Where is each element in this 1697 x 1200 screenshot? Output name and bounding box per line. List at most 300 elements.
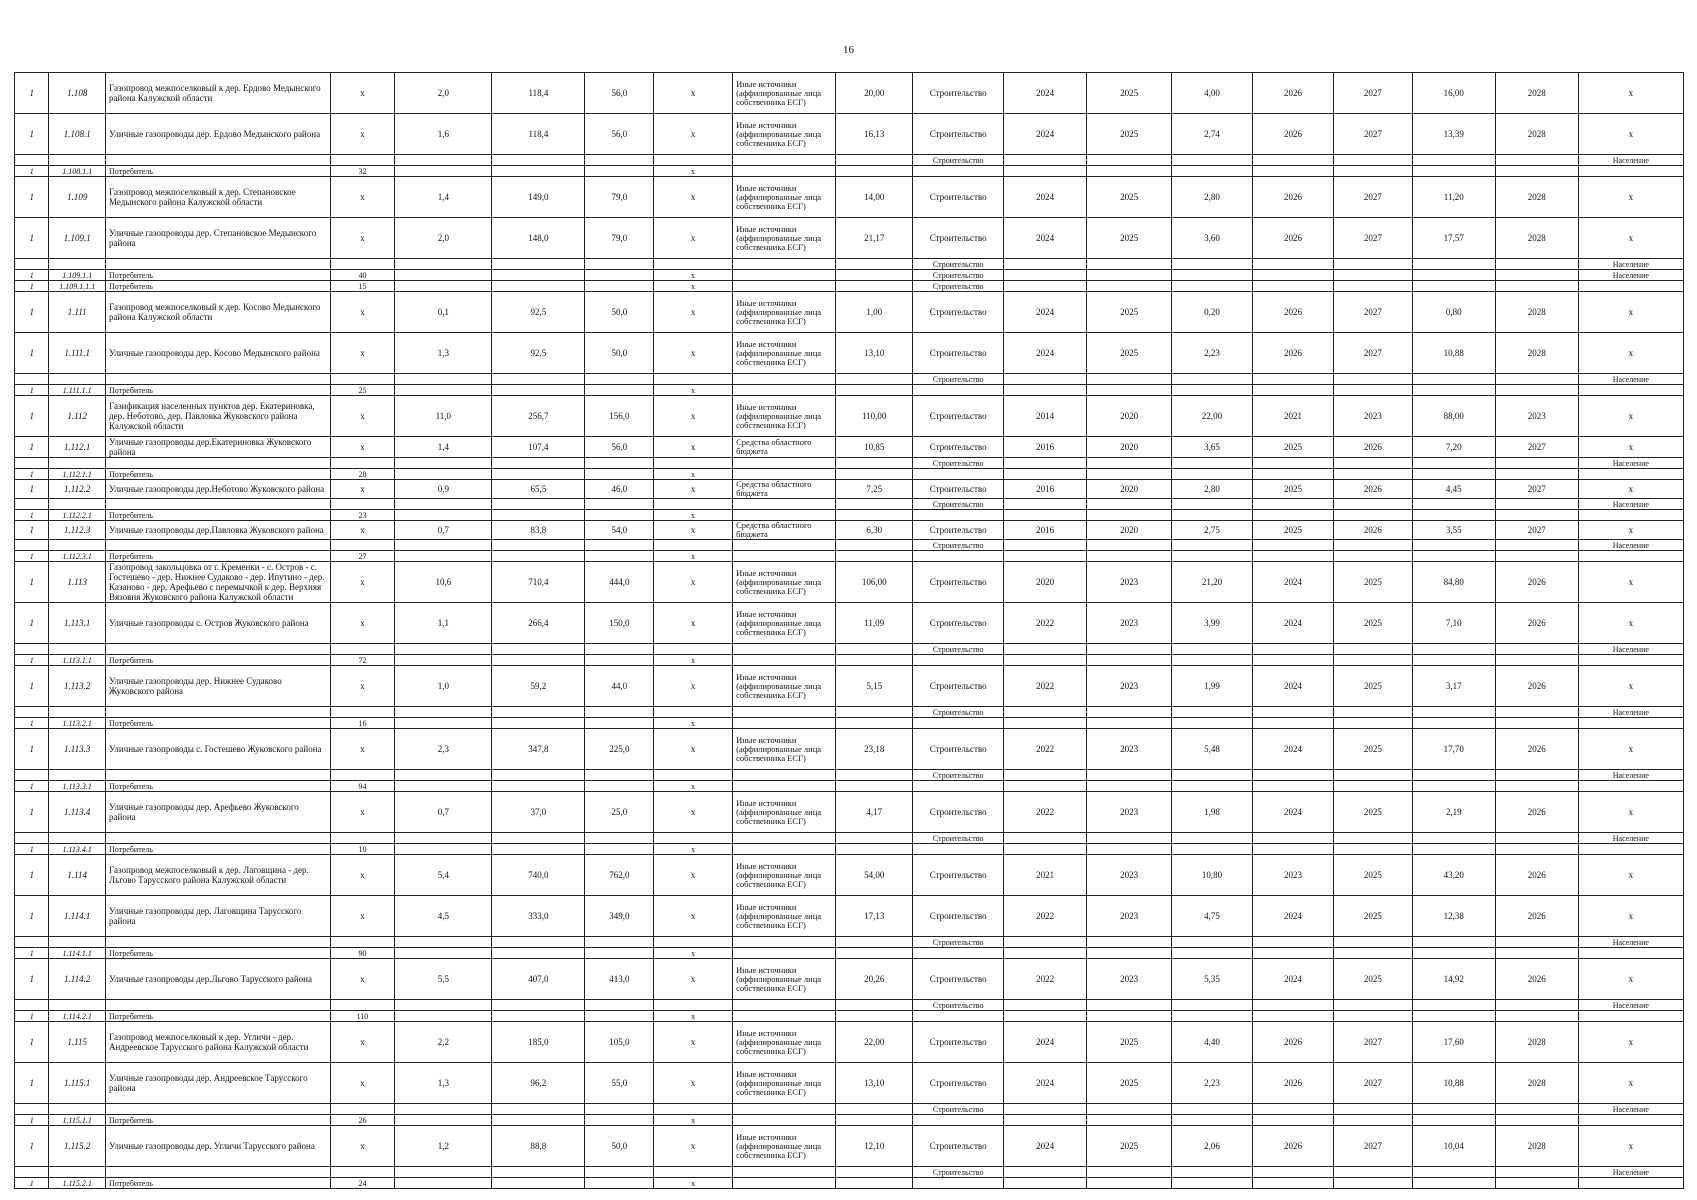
- stage2-cost-cell: [1412, 374, 1495, 385]
- table-row: [15, 177, 1684, 218]
- object-name-cell: Уличные газопроводы дер.Екатериновка Жуковского района: [106, 437, 331, 458]
- cost-cell: [836, 385, 913, 396]
- funding-source-cell: Средства областного бюджета: [733, 437, 836, 458]
- volume-cell: [492, 770, 585, 781]
- row-level-cell: 1: [15, 1063, 49, 1104]
- funding-source-cell: [733, 499, 836, 510]
- row-level-cell: 1: [15, 521, 49, 540]
- stage2-cost-cell: [1412, 1178, 1495, 1189]
- cost-cell: 16,13: [836, 114, 913, 155]
- stage1-cost-cell: 5,35: [1172, 959, 1253, 1000]
- funding-source-cell: [733, 166, 836, 177]
- row-number-cell: [49, 540, 106, 551]
- table-row: [15, 270, 1684, 281]
- stage2-start-cell: [1253, 551, 1334, 562]
- length-cell: [395, 1011, 492, 1022]
- funding-source-cell: [733, 781, 836, 792]
- households-cell: 50,0: [585, 333, 654, 374]
- completion-year-cell: 2026: [1495, 562, 1578, 603]
- marker2-cell: [654, 259, 733, 270]
- stage2-cost-cell: [1412, 937, 1495, 948]
- row-level-cell: 1: [15, 385, 49, 396]
- stage2-cost-cell: [1412, 270, 1495, 281]
- row-level-cell: 1: [15, 562, 49, 603]
- year-end-cell: 2025: [1087, 73, 1172, 114]
- row-level-cell: 1: [15, 73, 49, 114]
- table-row: [15, 292, 1684, 333]
- households-cell: 105,0: [585, 1022, 654, 1063]
- row-level-cell: 1: [15, 666, 49, 707]
- year-start-cell: [1004, 1178, 1087, 1189]
- funding-source-cell: [733, 707, 836, 718]
- stage2-start-cell: 2024: [1253, 666, 1334, 707]
- households-cell: 150,0: [585, 603, 654, 644]
- object-name-cell: Уличные газопроводы с. Остров Жуковского района: [106, 603, 331, 644]
- table-row: [15, 959, 1684, 1000]
- length-cell: 4,5: [395, 896, 492, 937]
- cost-cell: 13,10: [836, 333, 913, 374]
- households-cell: 44,0: [585, 666, 654, 707]
- gasification-program-table: [14, 72, 1684, 1189]
- stage2-cost-cell: [1412, 655, 1495, 666]
- length-cell: 2,0: [395, 218, 492, 259]
- completion-year-cell: [1495, 385, 1578, 396]
- table-row: [15, 833, 1684, 844]
- object-name-cell: [106, 833, 331, 844]
- length-cell: [395, 510, 492, 521]
- volume-cell: 266,4: [492, 603, 585, 644]
- stage2-end-cell: [1333, 770, 1412, 781]
- work-type-cell: Строительство: [913, 333, 1004, 374]
- stage2-cost-cell: [1412, 644, 1495, 655]
- length-cell: [395, 1000, 492, 1011]
- row-level-cell: 1: [15, 1011, 49, 1022]
- completion-year-cell: [1495, 1104, 1578, 1115]
- stage2-cost-cell: [1412, 833, 1495, 844]
- marker-cell: [330, 707, 395, 718]
- households-cell: 56,0: [585, 114, 654, 155]
- stage2-end-cell: 2027: [1333, 73, 1412, 114]
- year-end-cell: [1087, 770, 1172, 781]
- year-start-cell: [1004, 469, 1087, 480]
- stage2-start-cell: 2026: [1253, 73, 1334, 114]
- households-cell: [585, 374, 654, 385]
- volume-cell: [492, 1011, 585, 1022]
- stage2-end-cell: 2025: [1333, 603, 1412, 644]
- stage2-start-cell: 2026: [1253, 1126, 1334, 1167]
- households-cell: 54,0: [585, 521, 654, 540]
- year-end-cell: [1087, 707, 1172, 718]
- category-cell: Население: [1578, 644, 1683, 655]
- table-row: [15, 948, 1684, 959]
- marker2-cell: x: [654, 1022, 733, 1063]
- row-number-cell: [49, 1000, 106, 1011]
- funding-source-cell: [733, 718, 836, 729]
- marker2-cell: x: [654, 603, 733, 644]
- row-number-cell: 1.112: [49, 396, 106, 437]
- year-end-cell: 2023: [1087, 959, 1172, 1000]
- year-end-cell: [1087, 937, 1172, 948]
- object-name-cell: [106, 1104, 331, 1115]
- completion-year-cell: [1495, 499, 1578, 510]
- row-number-cell: [49, 770, 106, 781]
- completion-year-cell: [1495, 540, 1578, 551]
- length-cell: [395, 844, 492, 855]
- table-row: [15, 551, 1684, 562]
- year-start-cell: 2024: [1004, 333, 1087, 374]
- category-cell: Население: [1578, 770, 1683, 781]
- row-number-cell: 1.112.1.1: [49, 469, 106, 480]
- households-cell: 79,0: [585, 218, 654, 259]
- marker2-cell: x: [654, 948, 733, 959]
- completion-year-cell: 2027: [1495, 437, 1578, 458]
- row-level-cell: [15, 937, 49, 948]
- row-level-cell: 1: [15, 396, 49, 437]
- completion-year-cell: [1495, 374, 1578, 385]
- stage1-cost-cell: [1172, 1178, 1253, 1189]
- row-level-cell: 1: [15, 166, 49, 177]
- volume-cell: 118,4: [492, 114, 585, 155]
- completion-year-cell: [1495, 948, 1578, 959]
- marker-cell: 72: [330, 655, 395, 666]
- cost-cell: [836, 1104, 913, 1115]
- marker-cell: x: [330, 959, 395, 1000]
- year-end-cell: 2023: [1087, 562, 1172, 603]
- length-cell: [395, 499, 492, 510]
- row-level-cell: 1: [15, 480, 49, 499]
- length-cell: [395, 270, 492, 281]
- stage2-end-cell: 2025: [1333, 562, 1412, 603]
- stage2-end-cell: [1333, 937, 1412, 948]
- marker2-cell: x: [654, 844, 733, 855]
- marker-cell: 90: [330, 948, 395, 959]
- year-start-cell: [1004, 499, 1087, 510]
- cost-cell: [836, 948, 913, 959]
- marker2-cell: x: [654, 480, 733, 499]
- funding-source-cell: Иные источники (аффилированные лица собственника ЕСГ): [733, 855, 836, 896]
- cost-cell: [836, 707, 913, 718]
- length-cell: 0,9: [395, 480, 492, 499]
- table-row: [15, 707, 1684, 718]
- stage2-start-cell: 2025: [1253, 521, 1334, 540]
- households-cell: 156,0: [585, 396, 654, 437]
- households-cell: [585, 166, 654, 177]
- completion-year-cell: 2028: [1495, 177, 1578, 218]
- cost-cell: [836, 718, 913, 729]
- year-end-cell: 2025: [1087, 292, 1172, 333]
- marker2-cell: [654, 833, 733, 844]
- stage2-end-cell: 2025: [1333, 896, 1412, 937]
- stage2-end-cell: 2027: [1333, 114, 1412, 155]
- category-cell: x: [1578, 959, 1683, 1000]
- marker2-cell: x: [654, 385, 733, 396]
- marker2-cell: x: [654, 218, 733, 259]
- funding-source-cell: [733, 259, 836, 270]
- object-name-cell: Газопровод межпоселковый к дер. Степановское Медынского района Калужской области: [106, 177, 331, 218]
- stage2-start-cell: 2026: [1253, 292, 1334, 333]
- category-cell: x: [1578, 603, 1683, 644]
- households-cell: [585, 1104, 654, 1115]
- object-name-cell: Уличные газопроводы дер. Угличи Тарусского района: [106, 1126, 331, 1167]
- work-type-cell: Строительство: [913, 480, 1004, 499]
- cost-cell: 10,85: [836, 437, 913, 458]
- stage2-cost-cell: 12,38: [1412, 896, 1495, 937]
- length-cell: 11,0: [395, 396, 492, 437]
- cost-cell: [836, 374, 913, 385]
- completion-year-cell: [1495, 718, 1578, 729]
- marker-cell: x: [330, 1022, 395, 1063]
- funding-source-cell: [733, 1104, 836, 1115]
- table-row: [15, 655, 1684, 666]
- length-cell: 2,3: [395, 729, 492, 770]
- row-level-cell: [15, 374, 49, 385]
- marker2-cell: x: [654, 469, 733, 480]
- volume-cell: [492, 1178, 585, 1189]
- households-cell: [585, 948, 654, 959]
- stage2-end-cell: [1333, 644, 1412, 655]
- marker-cell: x: [330, 666, 395, 707]
- volume-cell: [492, 540, 585, 551]
- object-name-cell: Уличные газопроводы дер. Нижнее Судаково Жуковского района: [106, 666, 331, 707]
- year-start-cell: [1004, 259, 1087, 270]
- stage2-end-cell: [1333, 1178, 1412, 1189]
- stage2-start-cell: 2024: [1253, 562, 1334, 603]
- stage2-start-cell: [1253, 270, 1334, 281]
- length-cell: [395, 281, 492, 292]
- stage2-cost-cell: [1412, 540, 1495, 551]
- work-type-cell: Строительство: [913, 792, 1004, 833]
- volume-cell: 59,2: [492, 666, 585, 707]
- row-number-cell: [49, 374, 106, 385]
- stage2-start-cell: 2026: [1253, 177, 1334, 218]
- stage2-end-cell: [1333, 469, 1412, 480]
- table-row: [15, 218, 1684, 259]
- stage1-cost-cell: [1172, 1104, 1253, 1115]
- marker2-cell: [654, 1000, 733, 1011]
- volume-cell: 96,2: [492, 1063, 585, 1104]
- cost-cell: 4,17: [836, 792, 913, 833]
- households-cell: [585, 551, 654, 562]
- stage2-end-cell: [1333, 1115, 1412, 1126]
- length-cell: 0,7: [395, 521, 492, 540]
- category-cell: x: [1578, 1063, 1683, 1104]
- stage2-start-cell: 2023: [1253, 855, 1334, 896]
- row-number-cell: 1.114.2.1: [49, 1011, 106, 1022]
- category-cell: [1578, 844, 1683, 855]
- row-level-cell: 1: [15, 1022, 49, 1063]
- marker-cell: 40: [330, 270, 395, 281]
- funding-source-cell: Иные источники (аффилированные лица собственника ЕСГ): [733, 792, 836, 833]
- year-end-cell: 2025: [1087, 333, 1172, 374]
- year-end-cell: [1087, 281, 1172, 292]
- table-row: [15, 844, 1684, 855]
- object-name-cell: Потребитель: [106, 270, 331, 281]
- stage2-start-cell: [1253, 458, 1334, 469]
- marker-cell: [330, 259, 395, 270]
- row-number-cell: 1.113: [49, 562, 106, 603]
- funding-source-cell: [733, 937, 836, 948]
- volume-cell: 118,4: [492, 73, 585, 114]
- funding-source-cell: [733, 833, 836, 844]
- households-cell: [585, 707, 654, 718]
- year-end-cell: [1087, 833, 1172, 844]
- stage2-end-cell: 2027: [1333, 177, 1412, 218]
- stage1-cost-cell: [1172, 707, 1253, 718]
- funding-source-cell: [733, 644, 836, 655]
- completion-year-cell: [1495, 781, 1578, 792]
- stage2-cost-cell: [1412, 259, 1495, 270]
- year-end-cell: [1087, 270, 1172, 281]
- work-type-cell: Строительство: [913, 729, 1004, 770]
- stage2-cost-cell: [1412, 510, 1495, 521]
- completion-year-cell: [1495, 469, 1578, 480]
- year-start-cell: [1004, 510, 1087, 521]
- table-row: [15, 729, 1684, 770]
- work-type-cell: Строительство: [913, 521, 1004, 540]
- marker-cell: 23: [330, 510, 395, 521]
- volume-cell: [492, 781, 585, 792]
- volume-cell: [492, 270, 585, 281]
- object-name-cell: [106, 155, 331, 166]
- stage1-cost-cell: [1172, 385, 1253, 396]
- length-cell: 1,2: [395, 1126, 492, 1167]
- stage2-start-cell: [1253, 1115, 1334, 1126]
- object-name-cell: Потребитель: [106, 281, 331, 292]
- cost-cell: [836, 259, 913, 270]
- stage2-end-cell: 2027: [1333, 1126, 1412, 1167]
- category-cell: Население: [1578, 259, 1683, 270]
- stage2-start-cell: [1253, 259, 1334, 270]
- stage2-end-cell: [1333, 844, 1412, 855]
- row-number-cell: 1.114.1.1: [49, 948, 106, 959]
- table-row: [15, 385, 1684, 396]
- work-type-cell: Строительство: [913, 177, 1004, 218]
- year-end-cell: [1087, 1167, 1172, 1178]
- stage2-start-cell: 2024: [1253, 959, 1334, 1000]
- volume-cell: [492, 259, 585, 270]
- object-name-cell: Потребитель: [106, 718, 331, 729]
- volume-cell: [492, 155, 585, 166]
- volume-cell: [492, 551, 585, 562]
- stage1-cost-cell: [1172, 1011, 1253, 1022]
- row-number-cell: 1.112.2: [49, 480, 106, 499]
- cost-cell: [836, 770, 913, 781]
- year-start-cell: [1004, 781, 1087, 792]
- stage1-cost-cell: 5,48: [1172, 729, 1253, 770]
- marker2-cell: x: [654, 281, 733, 292]
- volume-cell: [492, 374, 585, 385]
- work-type-cell: Строительство: [913, 281, 1004, 292]
- category-cell: [1578, 948, 1683, 959]
- stage1-cost-cell: [1172, 937, 1253, 948]
- year-end-cell: 2020: [1087, 437, 1172, 458]
- table-row: [15, 1126, 1684, 1167]
- work-type-cell: Строительство: [913, 458, 1004, 469]
- category-cell: Население: [1578, 458, 1683, 469]
- table-row: [15, 259, 1684, 270]
- stage2-cost-cell: 88,00: [1412, 396, 1495, 437]
- stage1-cost-cell: 2,80: [1172, 177, 1253, 218]
- year-end-cell: [1087, 259, 1172, 270]
- work-type-cell: Строительство: [913, 155, 1004, 166]
- stage2-start-cell: [1253, 1167, 1334, 1178]
- funding-source-cell: Иные источники (аффилированные лица собственника ЕСГ): [733, 1126, 836, 1167]
- cost-cell: 5,15: [836, 666, 913, 707]
- category-cell: Население: [1578, 374, 1683, 385]
- length-cell: [395, 770, 492, 781]
- year-end-cell: [1087, 510, 1172, 521]
- households-cell: 225,0: [585, 729, 654, 770]
- object-name-cell: Газопровод межпоселковый к дер. Косово Медынского района Калужской области: [106, 292, 331, 333]
- length-cell: 5,5: [395, 959, 492, 1000]
- category-cell: [1578, 781, 1683, 792]
- marker-cell: x: [330, 396, 395, 437]
- marker-cell: x: [330, 521, 395, 540]
- length-cell: [395, 718, 492, 729]
- stage1-cost-cell: 2,06: [1172, 1126, 1253, 1167]
- volume-cell: 148,0: [492, 218, 585, 259]
- row-number-cell: [49, 1167, 106, 1178]
- row-number-cell: 1.111: [49, 292, 106, 333]
- funding-source-cell: Иные источники (аффилированные лица собственника ЕСГ): [733, 666, 836, 707]
- work-type-cell: [913, 510, 1004, 521]
- cost-cell: [836, 833, 913, 844]
- funding-source-cell: [733, 458, 836, 469]
- stage1-cost-cell: [1172, 499, 1253, 510]
- completion-year-cell: 2026: [1495, 666, 1578, 707]
- completion-year-cell: 2026: [1495, 603, 1578, 644]
- length-cell: 2,2: [395, 1022, 492, 1063]
- stage2-cost-cell: 14,92: [1412, 959, 1495, 1000]
- marker2-cell: x: [654, 333, 733, 374]
- year-end-cell: 2023: [1087, 729, 1172, 770]
- category-cell: Население: [1578, 1000, 1683, 1011]
- row-level-cell: 1: [15, 551, 49, 562]
- stage2-end-cell: 2025: [1333, 729, 1412, 770]
- table-row: [15, 1115, 1684, 1126]
- cost-cell: 21,17: [836, 218, 913, 259]
- work-type-cell: Строительство: [913, 1063, 1004, 1104]
- stage2-cost-cell: [1412, 281, 1495, 292]
- marker2-cell: [654, 374, 733, 385]
- table-row: [15, 281, 1684, 292]
- stage2-cost-cell: [1412, 1115, 1495, 1126]
- completion-year-cell: [1495, 844, 1578, 855]
- cost-cell: [836, 499, 913, 510]
- work-type-cell: Строительство: [913, 1104, 1004, 1115]
- length-cell: 1,4: [395, 177, 492, 218]
- marker2-cell: x: [654, 510, 733, 521]
- completion-year-cell: [1495, 707, 1578, 718]
- funding-source-cell: [733, 510, 836, 521]
- cost-cell: 7,25: [836, 480, 913, 499]
- stage1-cost-cell: 10,80: [1172, 855, 1253, 896]
- page-number: 16: [843, 44, 854, 56]
- households-cell: [585, 540, 654, 551]
- stage2-cost-cell: [1412, 155, 1495, 166]
- completion-year-cell: [1495, 770, 1578, 781]
- table-row: [15, 781, 1684, 792]
- year-end-cell: [1087, 1011, 1172, 1022]
- length-cell: 1,0: [395, 666, 492, 707]
- year-end-cell: 2020: [1087, 521, 1172, 540]
- object-name-cell: [106, 937, 331, 948]
- marker-cell: [330, 540, 395, 551]
- stage2-cost-cell: [1412, 551, 1495, 562]
- marker-cell: x: [330, 292, 395, 333]
- row-number-cell: 1.115.2: [49, 1126, 106, 1167]
- stage1-cost-cell: 3,65: [1172, 437, 1253, 458]
